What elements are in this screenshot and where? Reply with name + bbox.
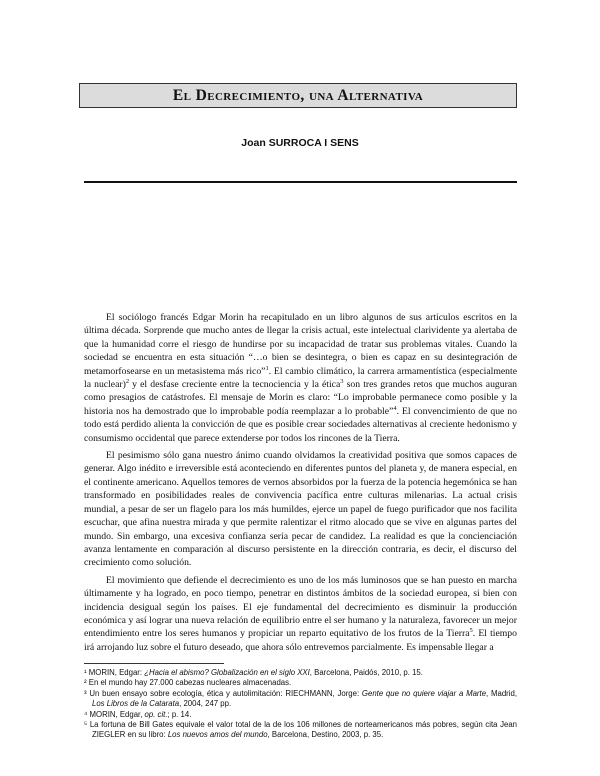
italic-title: Gente que no quiere viajar a Marte — [361, 688, 487, 698]
text-run: , Barcelona, Destino, 2003, p. 35. — [267, 730, 384, 740]
author-name: Joan SURROCA I SENS — [241, 137, 359, 149]
text-run: ³ Un buen ensayo sobre ecología, ética y autolimitación: RIECHMANN, Jorge: — [84, 688, 362, 698]
text-run: , 2004, 247 pp. — [179, 699, 232, 709]
article-title — [79, 83, 517, 108]
footnote — [84, 689, 517, 710]
text-run: El sociólogo francés Edgar Morin ha recapitulado en un libro algunos de sus artículos escritos en la última década. Sorprende que mucho antes de llegar la crisis actual, este intelectual clarividente ya alertaba de que la humanidad corre el riesgo de hundirse por su incapacidad de tratar sus problemas vitales. Cuando la sociedad se encuentra en esta situación “…o bien se desintegra, o bien es capaz en su desintegración de metamorfosearse en un metasistema más rico” — [84, 312, 517, 377]
italic-title: op. cit. — [144, 709, 168, 719]
text-run: El pesimismo sólo gana nuestro ánimo cuando olvidamos la creatividad positiva que somos capaces de generar. Algo inédito e irreversible está aconteciendo en diferentes puntos del planeta y, de manera especial, en el continente americano. Aquellos temores de vernos absorbidos por la fuerza de la potencia hegemónica se han transformado en posibilidades reales de convivencia pacífica entre culturas milenarias. La actual crisis mundial, a pesar de ser un flagelo para los más humildes, ejerce un papel de fuego purificador que nos facilita escuchar, que afina nuestra mirada y que permite ralentizar el ritmo alocado que se vive en algunas partes del mundo. Sin embargo, una excesiva confianza sería pecar de candidez. La realidad es que la concienciación avanza lentamente en comparación al discurso persistente en la dirección contraria, es decir, el discurso del crecimiento como solución. — [84, 450, 517, 569]
italic-title: Los Libros de la Catarata — [92, 699, 180, 709]
header-divider — [84, 181, 517, 183]
text-run: ² En el mundo hay 27.000 cabezas nucleares almacenadas. — [84, 678, 292, 688]
text-run: ⁵ La fortuna de Bill Gates equivale el valor total de la de los 106 millones de norteamericanos más pobres, según cita Jean ZIEGLER en su libro: — [84, 720, 517, 740]
italic-title: Los nuevos amos del mundo — [167, 730, 268, 740]
text-run: . El tiempo irá arrojando luz sobre el futuro deseado, que ahora sólo entrevemos parcialmente. Es impensable llegar a — [84, 628, 517, 653]
body-paragraph — [84, 574, 517, 654]
italic-title: ¿Hacia el abismo? Globalización en el siglo XXI — [144, 668, 310, 677]
footnote-ref: 1 — [265, 364, 269, 372]
text-run: ; p. 14. — [167, 709, 192, 719]
text-run: y el desfase creciente entre la tecnociencia y la ética — [129, 379, 341, 391]
text-run: , Barcelona, Paidós, 2010, p. 15. — [309, 668, 423, 677]
footnotes — [84, 668, 517, 741]
text-run: . El convencimiento de que no todo está perdido alienta la convicción de que es posible crear sociedades alternativas al creciente hedonismo y consumismo occidental que parece extenderse por todos los rincones de la Tierra. — [84, 405, 517, 444]
footnote-ref: 3 — [340, 377, 344, 385]
text-run: , Madrid, — [486, 688, 517, 698]
text-run: ¹ MORIN, Edgar: — [84, 668, 145, 677]
footnote — [84, 720, 517, 741]
article-body — [84, 311, 517, 658]
body-paragraph — [84, 311, 517, 445]
text-run: El movimiento que defiende el decrecimiento es uno de los más luminosos que se han puesto en marcha últimamente y ha logrado, en poco tiempo, penetrar en distintos ámbitos de la sociedad europea, si bien con incidencia desigual según los países. El eje fundamental del decrecimiento es disminuir la producción económica y así lograr una nueva relación de equilibrio entre el ser humano y la naturaleza, favorecer un mejor entendimiento entre los seres humanos y propiciar un reparto equitativo de los frutos de la Tierra — [84, 574, 517, 640]
footnote — [84, 710, 517, 720]
text-run: . El cambio climático, la carrera armamentística (especialmente la nuclear) — [84, 365, 517, 391]
footnote — [84, 678, 517, 688]
footnote-divider — [84, 663, 224, 664]
footnote-ref: 2 — [125, 377, 130, 385]
text-run: son tres grandes retos que muchos auguran como presagios de catástrofes. El mensaje de Morin es claro: “Lo improbable permanece como posible y la historia nos ha demostrado que lo improbable podía reemplazar a lo probable” — [84, 379, 517, 417]
article-title-text: El Decrecimiento, una Alternativa — [172, 86, 424, 104]
body-paragraph — [84, 449, 517, 570]
footnote-ref: 4 — [393, 404, 397, 412]
footnote-ref: 5 — [469, 627, 473, 635]
text-run: ⁴ MORIN, Edgar, — [84, 709, 145, 719]
footnote — [84, 668, 517, 678]
